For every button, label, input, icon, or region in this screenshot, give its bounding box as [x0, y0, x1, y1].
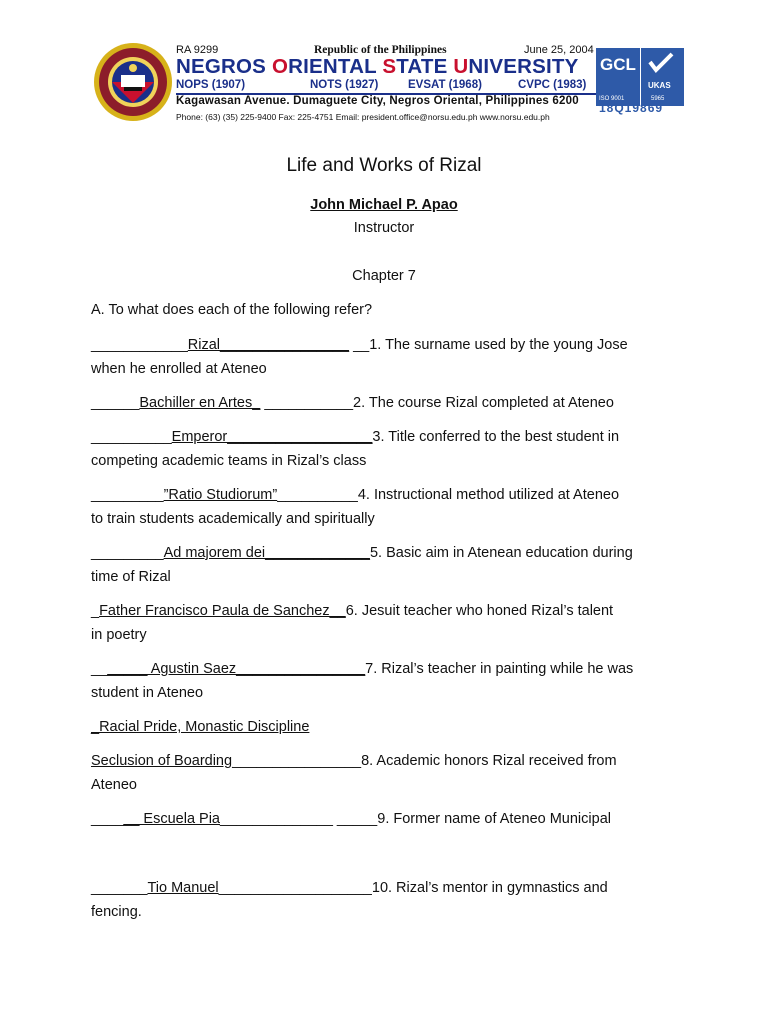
answer-text: Bachiller en Artes_	[139, 395, 261, 411]
question-item-9: ______ Escuela Pia______________ _____9. Former name of Ateneo Municipal	[91, 811, 611, 827]
history-nops: NOPS (1907)	[176, 79, 246, 91]
question-item-4: _________”Ratio Studiorum”__________4. Instructional method utilized at Ateneo to train students academically and spiritually	[91, 487, 620, 527]
certification-code: 18Q19869	[599, 101, 664, 115]
university-name: NEGROS ORIENTAL STATE UNIVERSITY	[176, 55, 579, 78]
question-item-3: __________Emperor__________________3. Title conferred to the best student in competing academic teams in Rizal’s class	[91, 429, 620, 469]
history-cvpc: CVPC (1983)	[518, 79, 587, 91]
instructor-name: John Michael P. Apao	[310, 197, 458, 213]
university-seal-logo	[93, 42, 173, 122]
svg-text:GCL: GCL	[600, 55, 636, 74]
ra-number: RA 9299	[176, 44, 219, 56]
history-evsat: EVSAT (1968)	[408, 79, 482, 91]
question-item-10: _______Tio Manuel___________________10. Rizal’s mentor in gymnastics and fencing.	[91, 880, 608, 920]
question-item-6: _Father Francisco Paula de Sanchez__6. Jesuit teacher who honed Rizal’s talent in poetry	[91, 603, 614, 643]
svg-text:ISO 9001: ISO 9001	[599, 96, 625, 102]
answer-text: Seclusion of Boarding	[91, 753, 233, 769]
answer-text: ”Ratio Studiorum”	[163, 487, 278, 503]
instructor-role: Instructor	[353, 220, 415, 236]
question-item-8	[91, 715, 691, 739]
answer-text: Father Francisco Paula de Sanchez__	[99, 603, 346, 619]
university-contact: Phone: (63) (35) 225-9400 Fax: 225-4751 Email: president.office@norsu.edu.ph www.norsu.edu.ph	[176, 112, 550, 122]
answer-text: _Racial Pride, Monastic Discipline	[91, 719, 310, 735]
republic-line: Republic of the Philippines	[314, 44, 447, 56]
answer-text: Ad majorem dei_____________	[163, 545, 370, 561]
question-item-1: ____________Rizal________________ __1. The surname used by the young Jose when he enrolled at Ateneo	[91, 337, 628, 377]
letterhead-date: June 25, 2004	[524, 44, 594, 56]
question-item-7: _______ Agustin Saez________________7. Rizal’s teacher in painting while he was student in Ateneo	[91, 661, 634, 701]
svg-text:5965: 5965	[651, 96, 665, 102]
question-item-2: ______Bachiller en Artes_ ___________2. The course Rizal completed at Ateneo	[91, 395, 614, 411]
section-heading: A. To what does each of the following refer?	[91, 302, 373, 318]
university-address: Kagawasan Avenue. Dumaguete City, Negros Oriental, Philippines 6200	[176, 95, 579, 107]
document-title: Life and Works of Rizal	[286, 155, 482, 176]
question-item-5: _________Ad majorem dei_____________5. Basic aim in Atenean education during time of Rizal	[91, 545, 633, 585]
letterhead-divider	[176, 93, 598, 95]
answer-text: Rizal________________	[187, 337, 350, 353]
question-item-8-continued: Seclusion of Boarding________________8. Academic honors Rizal received from Ateneo	[91, 753, 617, 793]
letterhead	[93, 40, 685, 126]
history-nots: NOTS (1927)	[310, 79, 379, 91]
answer-text: _____ Agustin Saez________________	[107, 661, 366, 677]
answer-text: __ Escuela Pia	[123, 811, 220, 827]
answer-text: Tio Manuel	[147, 880, 219, 896]
answer-text: Emperor__________________	[171, 429, 373, 445]
chapter-label: Chapter 7	[352, 268, 416, 284]
svg-text:UKAS: UKAS	[648, 81, 671, 90]
